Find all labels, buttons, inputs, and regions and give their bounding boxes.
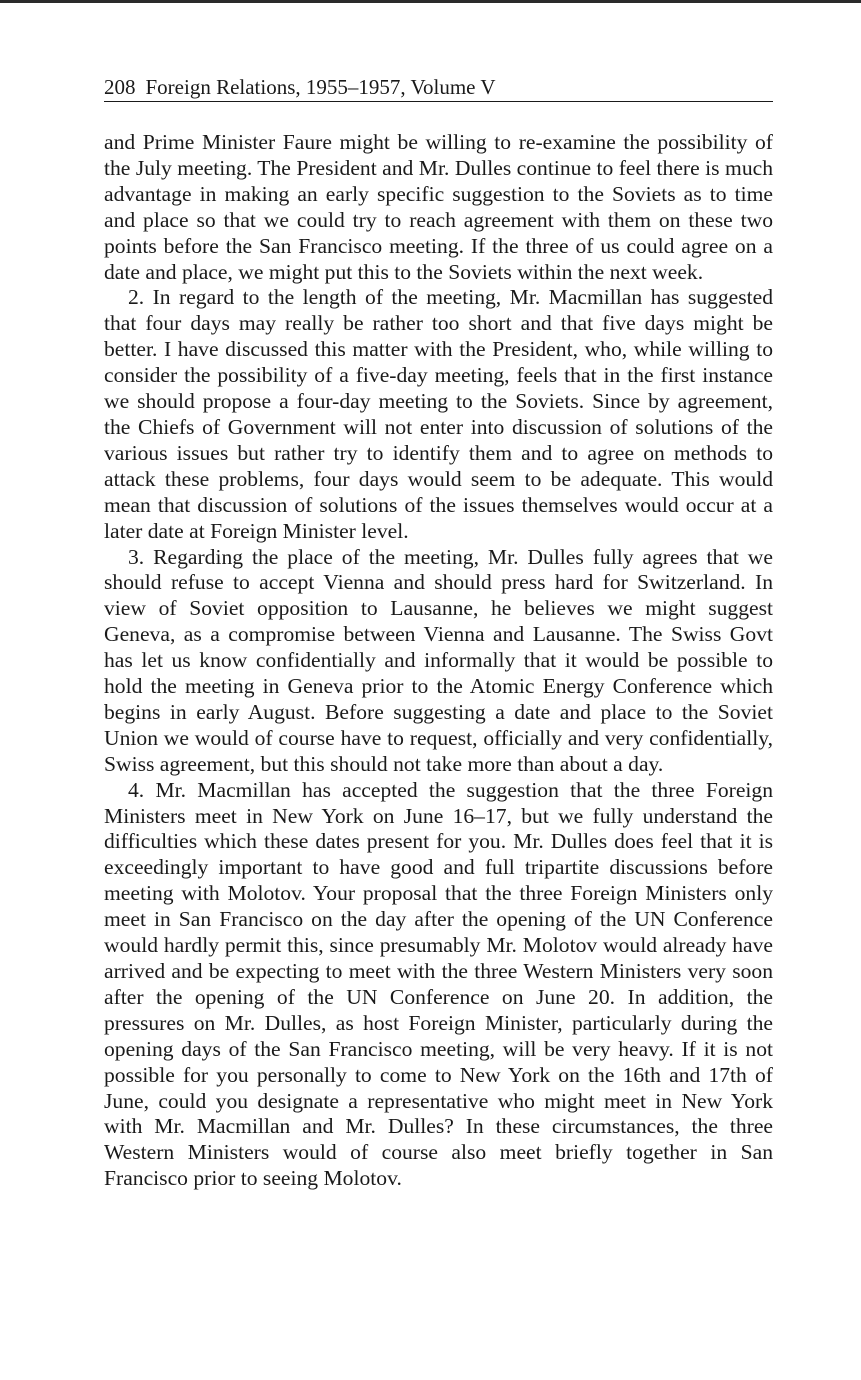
paragraph-continued: and Prime Minister Faure might be willing to re-examine the possibility of the July meeting. The President and Mr. Dulles continue to feel there is much advantage in making an early specific suggestion to the Soviets as to time and place so that we could try to reach agreement with them on these two points before the San Francisco meeting. If the three of us could agree on a date and place, we might put this to the Soviets within the next week. xyxy=(104,130,773,284)
page-top-edge xyxy=(0,0,861,3)
volume-title: Foreign Relations, 1955–1957, Volume V xyxy=(145,75,496,99)
page-number: 208 xyxy=(104,75,136,99)
paragraph-foreign-ministers-meeting: 4. Mr. Macmillan has accepted the suggestion that the three Foreign Ministers meet in New York on June 16–17, but we fully understand the difficulties which these dates present for you. Mr. Dulles does feel that it is exceedingly important to have good and full tripartite discussions before meeting with Molotov. Your proposal that the three Foreign Ministers only meet in San Francisco on the day after the opening of the UN Conference would hardly permit this, since presumably Mr. Molotov would already have arrived and be expecting to meet with the three Western Ministers very soon after the opening of the UN Conference on June 20. In addition, the pressures on Mr. Dulles, as host Foreign Minister, particularly during the opening days of the San Francisco meeting, will be very heavy. If it is not possible for you personally to come to New York on the 16th and 17th of June, could you designate a representative who might meet in New York with Mr. Macmillan and Mr. Dulles? In these circumstances, the three Western Ministers would of course also meet briefly together in San Francisco prior to seeing Molotov. xyxy=(104,777,773,1191)
body-text xyxy=(104,130,773,1192)
paragraph-length-of-meeting: 2. In regard to the length of the meeting, Mr. Macmillan has suggested that four days may really be rather too short and that five days might be better. I have discussed this matter with the President, who, while willing to consider the possibility of a five-day meeting, feels that in the first instance we should propose a four-day meeting to the Soviets. Since by agreement, the Chiefs of Government will not enter into discussion of solutions of the various issues but rather try to identify them and to agree on methods to attack these problems, four days would seem to be adequate. This would mean that discussion of solutions of the issues themselves would occur at a later date at Foreign Minister level. xyxy=(104,285,773,543)
running-head xyxy=(104,74,773,102)
paragraph-place-of-meeting: 3. Regarding the place of the meeting, Mr. Dulles fully agrees that we should refuse to accept Vienna and should press hard for Switzerland. In view of Soviet opposition to Lausanne, he believes we might suggest Geneva, as a compromise between Vienna and Lausanne. The Swiss Govt has let us know confidentially and informally that it would be possible to hold the meeting in Geneva prior to the Atomic Energy Conference which begins in early August. Before suggesting a date and place to the Soviet Union we would of course have to request, officially and very confidentially, Swiss agreement, but this should not take more than about a day. xyxy=(104,544,773,776)
